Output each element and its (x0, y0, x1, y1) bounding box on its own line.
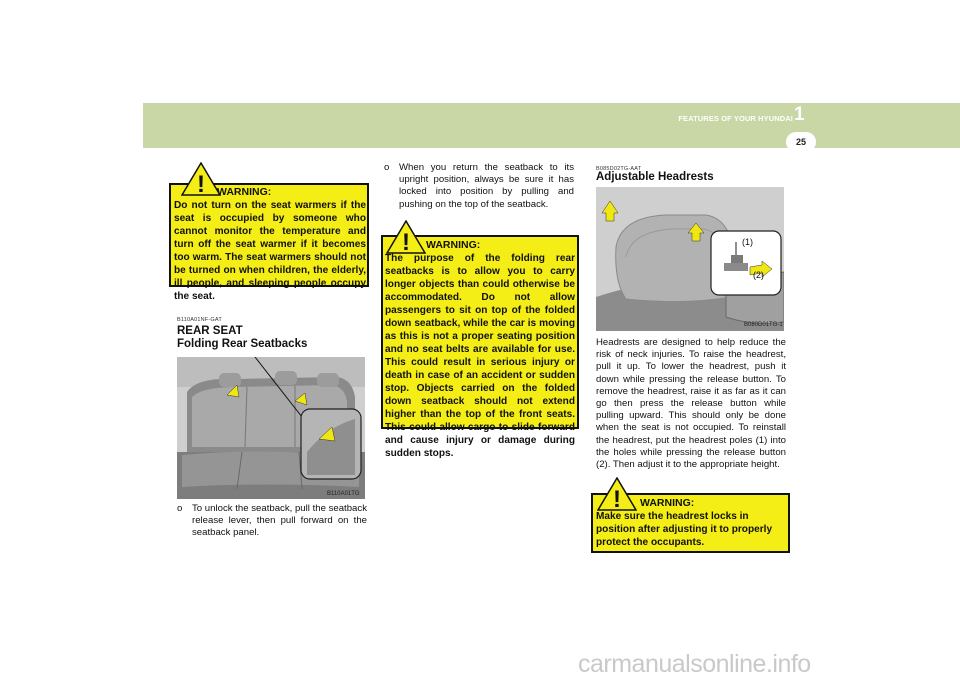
heading-folding-rear-seatbacks: Folding Rear Seatbacks (177, 338, 308, 350)
bullet-text: To unlock the seatback, pull the seatback release lever, then pull forward on the seatback panel. (192, 503, 367, 539)
warning-title: WARNING: (217, 186, 272, 198)
warning-title: WARNING: (640, 497, 695, 509)
headrest-photo (596, 187, 784, 331)
bullet-text: When you return the seatback to its upright position, always be sure it has locked into position by pulling and pushing on the top of the seatback. (399, 162, 574, 210)
section-code: B110A01NF-GAT (177, 317, 222, 323)
warning-title: WARNING: (426, 239, 481, 251)
rear-seat-photo (177, 357, 365, 499)
image-code: B110A01TG (327, 491, 360, 497)
svg-text:!: ! (402, 229, 410, 254)
bullet: o (177, 503, 183, 514)
header-band (143, 103, 960, 148)
warning-triangle-icon (597, 477, 637, 511)
warning-text: Make sure the headrest locks in position after adjusting it to properly protect the occupants. (596, 511, 773, 548)
rear-seat-illustration (177, 357, 365, 499)
headrest-label-1: (1) (742, 237, 753, 247)
warning-text: The purpose of the folding rear seatbacks is to allow you to carry longer objects than could otherwise be accommodated. Do not allow passengers to sit on top of the folded down seatback, while the car is moving as this is not a proper seating position and no seat belts are available for use. This could result in serious injury or death in case of an accident or sudden stop. Objects carried on the folded down seatback should not extend higher than the top of the front seats. This could allow cargo to slide forward and cause injury or damage during sudden stops. (385, 253, 575, 459)
return-seatback-instruction (384, 162, 574, 211)
bullet: o (384, 162, 390, 173)
headrest-description: Headrests are designed to help reduce the risk of neck injuries. To raise the headrest, pull it up. To lower the headrest, push it down while pressing the release button. To remove the headrest, raise it as far as it can go then press the release button while pulling upward. This should only be done when the seat is not occupied. To reinstall the headrest, put the headrest poles (1) into the holes while pressing the release button (2). Then adjust it to the appropriate height. (596, 337, 786, 471)
unlock-seatback-instruction (177, 503, 367, 540)
page-number: 25 (786, 132, 816, 152)
section-title: FEATURES OF YOUR HYUNDAI (678, 114, 793, 123)
heading-adjustable-headrests: Adjustable Headrests (596, 171, 714, 183)
heading-rear-seat: REAR SEAT (177, 325, 243, 337)
warning-text: Do not turn on the seat warmers if the seat is occupied by someone who cannot monitor the temperature and turn off the seat warmer if it becomes too warm. The seat warmers should not be turned on when children, the elderly, ill people, and sleeping people occupy the seat. (174, 200, 366, 302)
footer-watermark: carmanualsonline.info (578, 650, 811, 678)
chapter-number: 1 (794, 104, 805, 125)
warning-triangle-icon (386, 220, 426, 254)
headrest-illustration (596, 187, 784, 331)
section-code: B085D02TG-AAT (596, 166, 642, 172)
image-code: B080D01TG-1 (744, 322, 783, 328)
headrest-label-2: (2) (753, 270, 764, 280)
svg-text:!: ! (197, 171, 205, 196)
svg-text:!: ! (613, 486, 621, 511)
warning-triangle-icon (181, 162, 221, 196)
